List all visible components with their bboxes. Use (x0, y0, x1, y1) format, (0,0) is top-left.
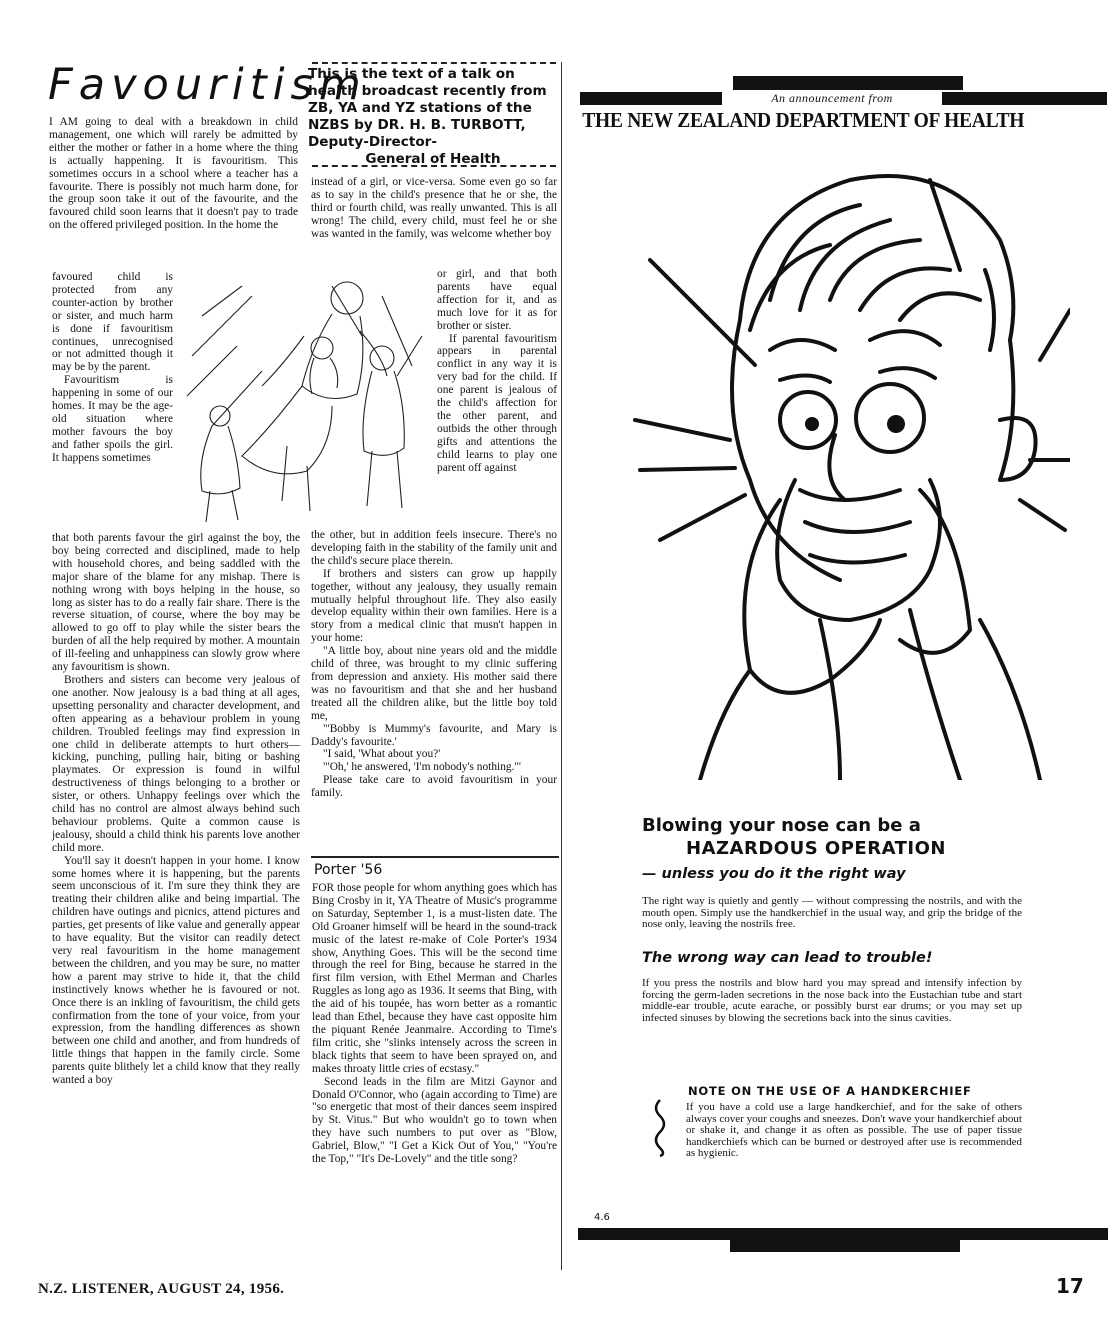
ad-headline-2: HAZARDOUS OPERATION (686, 838, 946, 859)
note-text: If you have a cold use a large handkerchief, and for the sake of others always cover your coughs and sneezes. Don't wave your handkerchief about or shake it, and change it as often as possible. The use of paper tissue handkerchiefs which can be burned or destroyed after use is recommended as hygienic. (686, 1101, 1022, 1160)
article-intro (308, 66, 558, 168)
article-paragraph: Favouritism is happening in some of our homes. It may be the age-old situation where mother favours the boy and father spoils the girl. It happens sometimes (52, 374, 173, 464)
ad-bottom-bar (578, 1228, 1108, 1240)
article-col2-narrow (437, 268, 557, 475)
intro-line-end: General of Health (365, 151, 501, 167)
article-paragraph: favoured child is protected from any counter-action by brother or sister, and much harm is done if favouritism continues, unrecognised or not admitted though it may be by the parent. (52, 271, 173, 374)
ad-code: 4.6 (594, 1212, 610, 1223)
wrong-way-text: If you press the nostrils and blow hard you may spread and intensify infection by forcing the germ-laden secretions in the nose back into the Eustachian tube and start middle-ear trouble, acute earache, or possibly burst ear drums; or you may set up infected sinuses by blowing the secretions back into the sinus cavities. (642, 977, 1022, 1024)
ad-bottom-bar-small (730, 1240, 960, 1252)
article-paragraph: "I said, 'What about you?' (323, 748, 441, 761)
porter-paragraph: Second leads in the film are Mitzi Gaynor and Donald O'Connor, who (again according to Time) are "so energetic that most of their dances seem inspired by St. Vitus." But who wouldn't go to town when they have such numbers to put over as "Blow, Gabriel, Blow," "I Get a Kick Out of You," "You're the Top," "It's De-Lovely" and the title song? (312, 1075, 557, 1166)
wrong-way-heading: The wrong way can lead to trouble! (642, 950, 933, 966)
article-paragraph: or girl, and that both parents have equal affection for it, and as much love for it as for brother or sister. (437, 268, 557, 332)
cartoon-man-blowing-nose (600, 150, 1070, 780)
department-name: THE NEW ZEALAND DEPARTMENT OF HEALTH (582, 108, 1025, 132)
note-heading: NOTE ON THE USE OF A HANDKERCHIEF (688, 1084, 972, 1098)
intro-line: This is the text of a talk on health broadcast recently from ZB, YA and YZ stations of the NZBS by DR. H. B. TURBOTT, Deputy-Director- (308, 66, 547, 150)
article-col2-bottom (311, 529, 557, 800)
porter-body (312, 882, 557, 1166)
article-col1-narrow (52, 271, 173, 465)
article-paragraph: "'Oh,' he answered, 'I'm nobody's nothing.'" (323, 761, 522, 774)
article-paragraph: If brothers and sisters can grow up happily together, without any jealousy, they usually remain mutually helpful throughout life. They also easily develop equality within their own families. Here is a story from a medical clinic that musn't happen in your home: (311, 567, 557, 645)
article-paragraph: Please take care to avoid favouritism in your family. (311, 774, 557, 800)
column-divider (561, 62, 562, 1270)
banner-top-bar (733, 76, 963, 90)
ad-headline-3: — unless you do it the right way (642, 866, 906, 882)
article-paragraph: I AM going to deal with a breakdown in child management, one which will rarely be admitted by either the mother or father in a home where the thing is actually happening. It is favouritism. This sometimes occurs in a school where a teacher has a favourite. There is possibly not much harm done, for the group soon take it out of the favourite, and the favoured child soon learns that it doesn't pay to trade on the offered privileged position. In the home the (49, 116, 298, 232)
porter-heading: Porter '56 (314, 862, 383, 878)
article-paragraph: that both parents favour the girl against the boy, the boy being corrected and disciplined, made to help with household chores, and being saddled with the major share of the blame for any mishap. There is nothing wrong with boys helping in the house, so long as sister has to do a really fair share. There is the reverse situation, of course, where the boy may be allowed to go off to play while the sister bears the burden of all the help required by mother. A mountain of ill-feeling and unhappiness can slowly grow where any favouritism is shown. (52, 532, 300, 674)
article-paragraph: instead of a girl, or vice-versa. Some even go so far as to say in the child's presence that he or she, the third or fourth child, was really unwanted. This is all wrong! The child, every child, must feel he or she was wanted in the family, was welcome whether boy (311, 176, 557, 240)
porter-rule (311, 856, 559, 858)
children-illustration (182, 276, 432, 532)
page-number: 17 (1056, 1274, 1084, 1298)
right-way-text: The right way is quietly and gently — without compressing the nostrils, and with the mouth open. Simply use the handkerchief in the usual way, and grip the bridge of the nose only, leaving the nostrils free. (642, 895, 1022, 931)
article-col1-top (49, 116, 298, 232)
article-title: Favouritism (48, 60, 367, 110)
intro-top-rule (312, 62, 556, 64)
article-col1-bottom (52, 532, 300, 1087)
article-paragraph: "A little boy, about nine years old and the middle child of three, was brought to my clinic suffering from depression and anxiety. His mother said there was no favouritism and that she and her husband treated all the children alike, but the little boy told me, (311, 645, 557, 722)
ad-headline-1: Blowing your nose can be a (642, 815, 921, 836)
announcement-banner (580, 76, 1107, 112)
announcement-label: An announcement from (722, 90, 942, 107)
article-paragraph: You'll say it doesn't happen in your home. I know some homes where it is happening, but the parents seem unconscious of it. I'm sure they think they are treating their children alike and being impartial. The children have outings and picnics, attend pictures and parties, get presents of like value and generally appear to have equality. But the visitor can readily detect very real favouritism in the home management between the children, and you may be sure, no matter how a parent may strive to hide it, that the child instinctively knows whether he is favoured or not. Once there is an inkling of favouritism, the child gets confirmation from the tone of your voice, from your expression, from the handling differences as shown between one child and another, and from hundreds of little things that happen in the family circle. Some parents quite blithely let a child know that they really wanted a boy (52, 854, 300, 1087)
article-col2-top (311, 176, 557, 241)
publication-footer: N.Z. LISTENER, AUGUST 24, 1956. (38, 1281, 285, 1297)
intro-bottom-rule (312, 165, 556, 167)
article-paragraph: If parental favouritism appears in parental conflict in any way it is very bad for the child. If one parent is jealous of the child's affection for the other parent, and outbids the other through gifts and attentions the child learns to play one parent off against (437, 332, 557, 474)
article-paragraph: Brothers and sisters can become very jealous of one another. Now jealousy is a bad thing at all ages, upsetting personality and character development, and often appearing as a behaviour problem in young children. Troubled feelings may find expression in one child in deliberate attempts to hurt others—kicking, punching, pulling hair, biting or bashing playmates. Or expression is found in wilful destructiveness of things belonging to a brother or sister, or others. Unhappy feelings over which the child has no control are almost always behind such behaviour problems. Quite a common cause is jealousy, should a child think his parents love another child more. (52, 673, 300, 854)
article-paragraph: "'Bobby is Mummy's favourite, and Mary is Daddy's favourite.' (311, 722, 557, 748)
handkerchief-icon (650, 1098, 670, 1158)
porter-paragraph: FOR those people for whom anything goes which has Bing Crosby in it, YA Theatre of Music's programme on Saturday, September 1, is a must-listen date. The Old Groaner himself will be heard in the sound-track music of the latest re-make of Cole Porter's 1934 show, Anything Goes. This will be the second time through the reel for Bing, because he starred in the first film version, with Ethel Merman and Charles Ruggles as long ago as 1936. It seems that Bing, with the aid of his toupée, has worn better as a romantic lead than Ethel, because they have cast opposite him the piquant Renée Jeanmaire. According to Time's film critic, she "slinks intensely across the screen in black tights that seem to have been sprayed on, and makes throaty little cries of ecstasy." (312, 882, 557, 1075)
article-paragraph: the other, but in addition feels insecure. There's no developing faith in the stability of the family unit and the child's secure place therein. (311, 529, 557, 567)
